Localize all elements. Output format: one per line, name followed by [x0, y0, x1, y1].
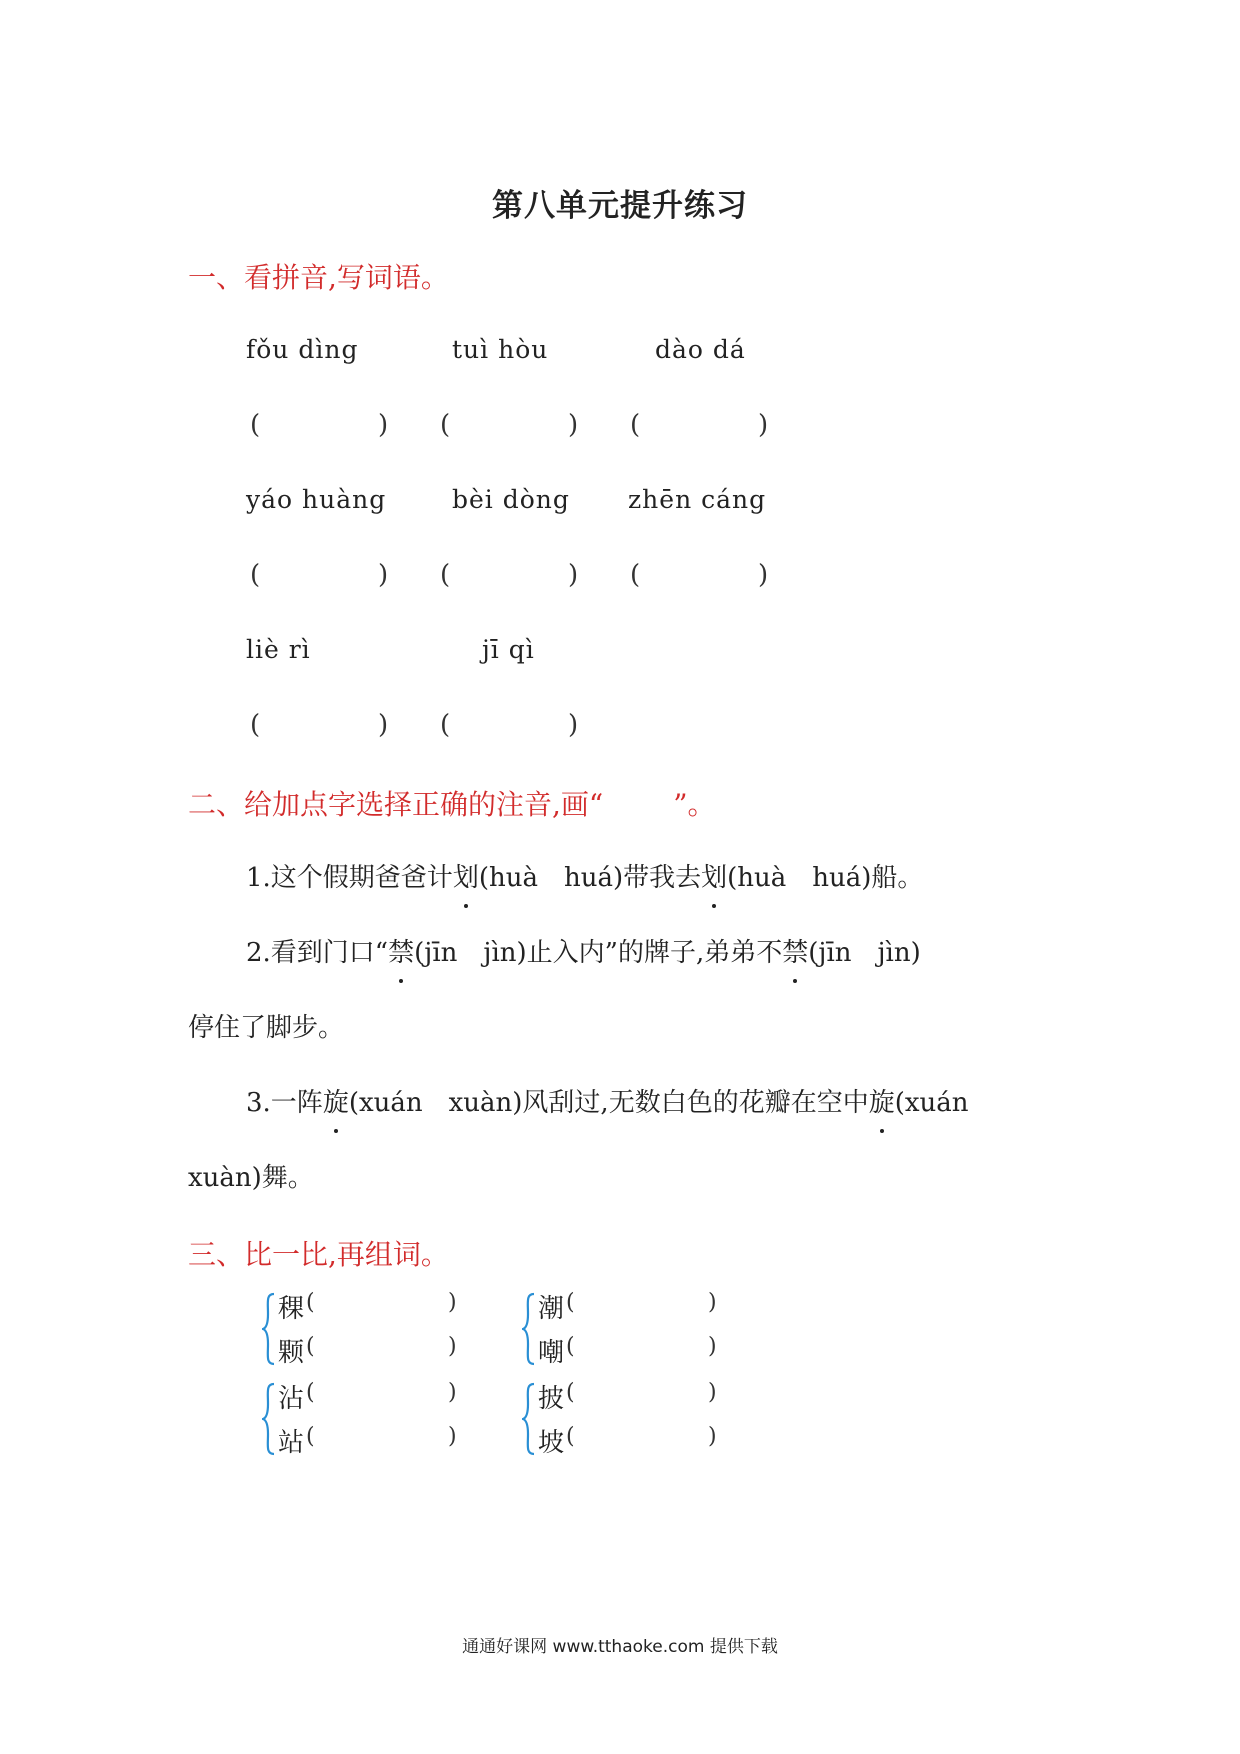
sentence-3-continuation[interactable]: xuàn)舞。 [188, 1163, 314, 1193]
pronunciation-options[interactable]: (huà huá)带我去 [478, 863, 702, 893]
pinyin-4: yáo huàng [246, 485, 387, 514]
answer-box-open[interactable]: ( [250, 710, 261, 740]
answer-box-open[interactable]: ( [306, 1380, 315, 1405]
compare-char: 颗 [278, 1338, 305, 1368]
answer-box-close: ) [708, 1334, 717, 1359]
compare-char: 稞 [278, 1294, 305, 1324]
sentence-text: 3.一阵 [246, 1088, 323, 1118]
answer-box-close: ) [448, 1290, 457, 1315]
answer-box-open[interactable]: ( [440, 410, 451, 440]
answer-box-open[interactable]: ( [630, 410, 641, 440]
answer-box-close: ) [758, 410, 769, 440]
answer-box-open[interactable]: ( [306, 1334, 315, 1359]
compare-char: 沾 [278, 1384, 305, 1414]
pronunciation-options[interactable]: (xuán [894, 1088, 969, 1118]
dotted-char: 禁 [388, 933, 414, 973]
section-2-heading [188, 783, 716, 823]
brace-icon [262, 1382, 276, 1456]
brace-icon [522, 1382, 536, 1456]
dotted-char: 禁 [782, 933, 808, 973]
answer-box-close: ) [378, 560, 389, 590]
sentence-text: 2.看到门口“ [246, 938, 389, 968]
dotted-char: 划 [701, 858, 727, 898]
dotted-char: 旋 [323, 1083, 349, 1123]
dotted-char: 旋 [869, 1083, 895, 1123]
answer-box-open[interactable]: ( [306, 1290, 315, 1315]
pinyin-2: tuì hòu [452, 335, 549, 364]
compare-pair-2 [522, 1290, 732, 1370]
answer-box-open[interactable]: ( [250, 560, 261, 590]
answer-box-close: ) [378, 710, 389, 740]
answer-box-open[interactable]: ( [566, 1424, 575, 1449]
dotted-char: 划 [453, 858, 479, 898]
answer-box-open[interactable]: ( [566, 1334, 575, 1359]
pinyin-8: jī qì [482, 635, 535, 664]
section-3-heading: 三、比一比,再组词。 [188, 1238, 449, 1271]
brace-icon [262, 1292, 276, 1366]
sentence-2-continuation: 停住了脚步。 [188, 1013, 345, 1043]
answer-box-open[interactable]: ( [566, 1380, 575, 1405]
sentence-2 [246, 933, 921, 973]
sentence-1 [246, 858, 923, 898]
compare-char: 站 [278, 1428, 305, 1458]
pronunciation-options[interactable]: (jīn jìn)止入内”的牌子,弟弟不 [414, 938, 783, 968]
answer-box-close: ) [378, 410, 389, 440]
answer-box-close: ) [448, 1334, 457, 1359]
answer-box-close: ) [708, 1290, 717, 1315]
compare-pair-3 [262, 1380, 472, 1460]
answer-box-open[interactable]: ( [630, 560, 641, 590]
section-1-heading: 一、看拼音,写词语。 [188, 261, 449, 294]
answer-box-open[interactable]: ( [566, 1290, 575, 1315]
pinyin-6: zhēn cáng [628, 485, 767, 514]
answer-box-close: ) [568, 710, 579, 740]
compare-char: 潮 [538, 1294, 565, 1324]
answer-box-close: ) [758, 560, 769, 590]
pinyin-1: fǒu dìng [246, 335, 359, 364]
pinyin-5: bèi dòng [452, 485, 570, 514]
pronunciation-options[interactable]: (xuán xuàn)风刮过,无数白色的花瓣在空中 [348, 1088, 869, 1118]
sentence-text: 1.这个假期爸爸计 [246, 863, 453, 893]
section-2-heading-end: ”。 [673, 788, 716, 821]
answer-box-open[interactable]: ( [440, 560, 451, 590]
answer-box-open[interactable]: ( [440, 710, 451, 740]
answer-box-open[interactable]: ( [306, 1424, 315, 1449]
answer-box-close: ) [568, 410, 579, 440]
pronunciation-options[interactable]: (huà huá)船。 [727, 863, 924, 893]
compare-char: 坡 [538, 1428, 565, 1458]
pronunciation-options[interactable]: (jīn jìn) [808, 938, 921, 968]
answer-box-close: ) [708, 1380, 717, 1405]
answer-box-close: ) [448, 1380, 457, 1405]
answer-box-open[interactable]: ( [250, 410, 261, 440]
answer-box-close: ) [708, 1424, 717, 1449]
answer-box-close: ) [448, 1424, 457, 1449]
sentence-3 [246, 1083, 969, 1123]
pinyin-7: liè rì [246, 635, 311, 664]
answer-box-close: ) [568, 560, 579, 590]
brace-icon [522, 1292, 536, 1366]
section-2-heading-text: 二、给加点字选择正确的注音,画“ [188, 788, 604, 821]
compare-pair-4 [522, 1380, 732, 1460]
page-title: 第八单元提升练习 [492, 188, 748, 224]
compare-char: 披 [538, 1384, 565, 1414]
pinyin-3: dào dá [655, 335, 746, 364]
compare-char: 嘲 [538, 1338, 565, 1368]
footer-credit: 通通好课网 www.tthaoke.com 提供下载 [462, 1637, 778, 1657]
